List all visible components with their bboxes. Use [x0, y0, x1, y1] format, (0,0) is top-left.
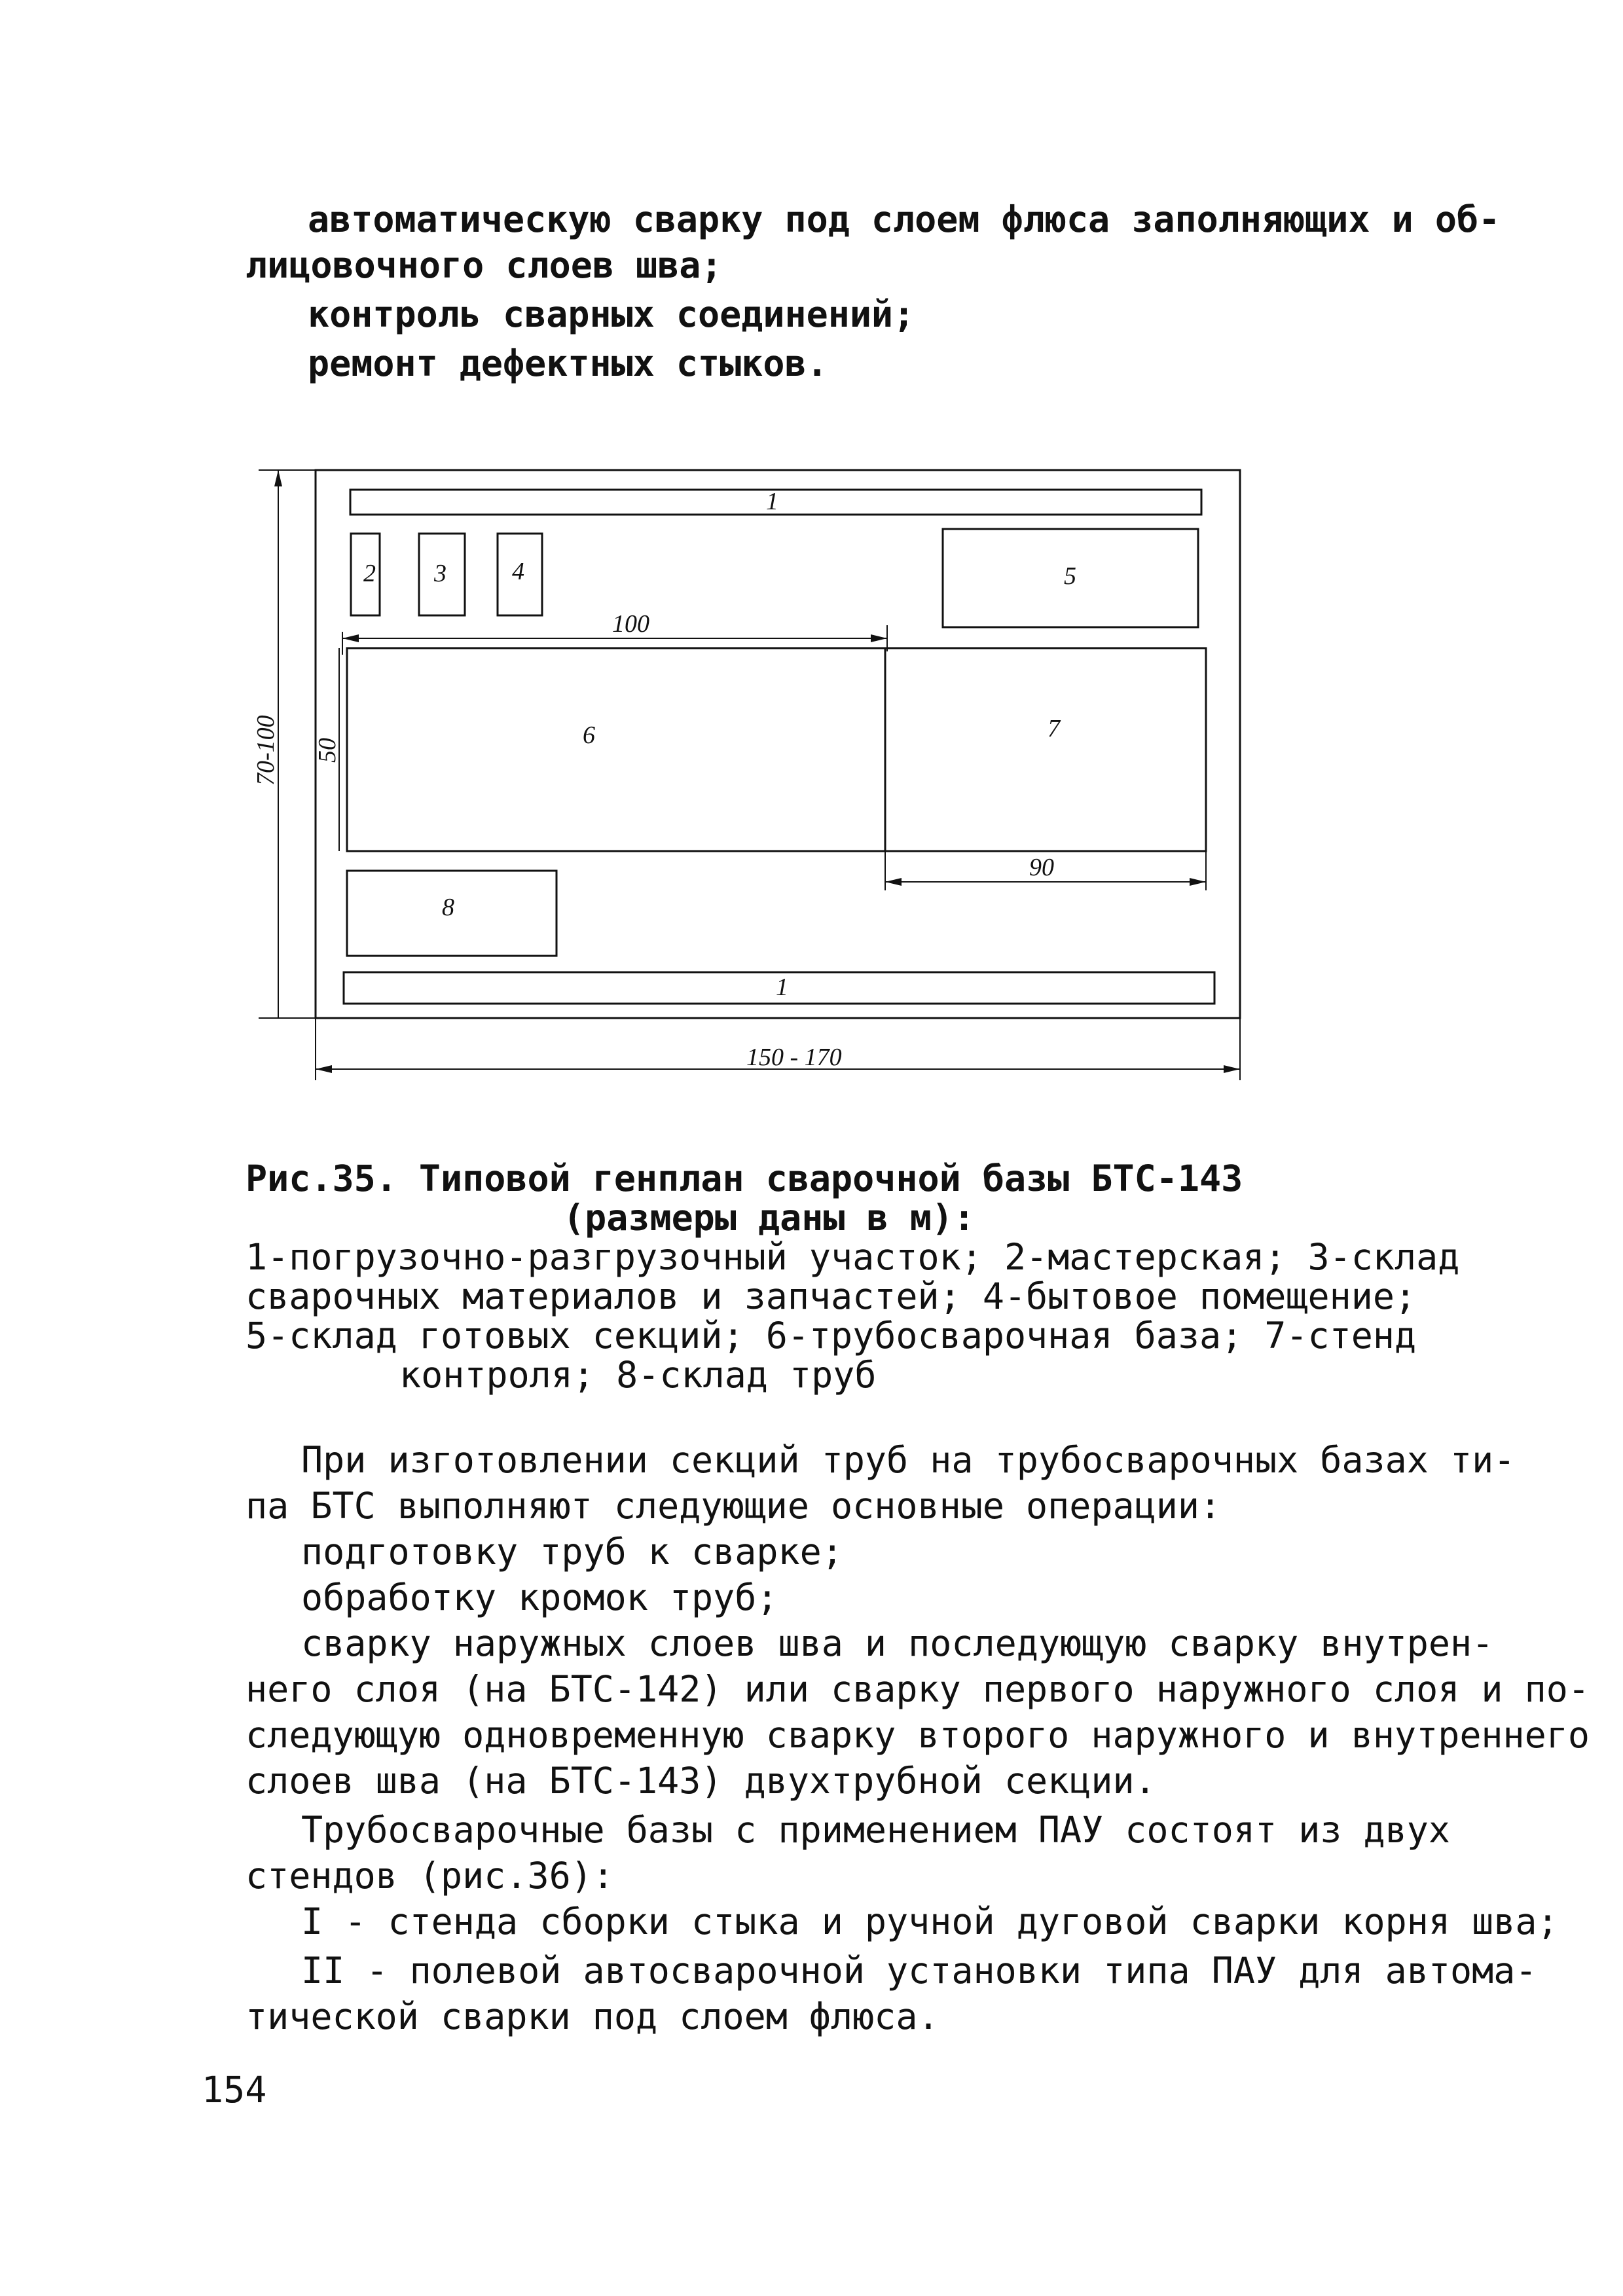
label-area-6: 6: [583, 721, 595, 749]
text-line: Трубосварочные базы с применением ПАУ состоят из двух: [301, 1809, 1450, 1851]
text-line: тической сварки под слоем флюса.: [246, 1995, 939, 2037]
dim-label-50: 50: [314, 738, 341, 763]
caption-legend-line: 1-погрузочно-разгрузочный участок; 2-мастерская; 3-склад: [246, 1236, 1460, 1278]
text-line: ремонт дефектных стыков.: [308, 342, 828, 384]
label-area-1-bottom: 1: [776, 974, 788, 1001]
label-area-7: 7: [1048, 715, 1060, 742]
text-line: II - полевой автосварочной установки типа ПАУ для автома-: [301, 1950, 1537, 1992]
text-line: него слоя (на БТС-142) или сварку первого наружного слоя и по-: [246, 1668, 1590, 1710]
text-line: I - стенда сборки стыка и ручной дуговой сварки корня шва;: [301, 1901, 1559, 1942]
dim-label-height: 70-100: [252, 715, 280, 786]
page-number: 154: [202, 2069, 267, 2111]
caption-legend-line: контроля; 8-склад труб: [399, 1354, 877, 1396]
dim-label-90: 90: [1029, 854, 1054, 881]
text-line: обработку кромок труб;: [301, 1576, 778, 1618]
text-line: слоев шва (на БТС-143) двухтрубной секции.: [246, 1760, 1156, 1802]
dim-label-100: 100: [612, 610, 649, 638]
caption-legend-line: 5-склад готовых секций; 6-трубосварочная база; 7-стенд: [246, 1315, 1417, 1357]
area-6: [347, 648, 885, 851]
label-area-2: 2: [363, 560, 376, 587]
text-line: стендов (рис.36):: [246, 1855, 614, 1897]
label-area-3: 3: [434, 560, 447, 587]
area-7: [885, 648, 1206, 851]
text-line: па БТС выполняют следующие основные операции:: [246, 1485, 1222, 1527]
text-line: подготовку труб к сварке;: [301, 1531, 843, 1573]
label-area-8: 8: [442, 894, 454, 921]
site-boundary: [316, 470, 1240, 1018]
text-line: автоматическую сварку под слоем флюса заполняющих и об-: [308, 198, 1501, 240]
caption-title: Рис.35. Типовой генплан сварочной базы БТС-143: [246, 1157, 1243, 1199]
text-line: лицовочного слоев шва;: [246, 244, 723, 286]
text-line: При изготовлении секций труб на трубосварочных базах ти-: [301, 1439, 1516, 1481]
caption-title-units: (размеры даны в м):: [563, 1197, 976, 1239]
label-area-4: 4: [512, 558, 524, 585]
text-line: контроль сварных соединений;: [308, 293, 915, 335]
label-area-1-top: 1: [766, 488, 778, 515]
dim-label-width: 150 - 170: [746, 1044, 842, 1071]
figure-caption: [246, 1157, 1460, 1396]
text-line: сварку наружных слоев шва и последующую сварку внутрен-: [301, 1622, 1494, 1664]
site-plan-figure: [249, 458, 1270, 1100]
caption-legend-line: сварочных материалов и запчастей; 4-бытовое помещение;: [246, 1275, 1417, 1317]
text-line: следующую одновременную сварку второго наружного и внутреннего: [246, 1714, 1590, 1756]
label-area-5: 5: [1064, 562, 1076, 590]
